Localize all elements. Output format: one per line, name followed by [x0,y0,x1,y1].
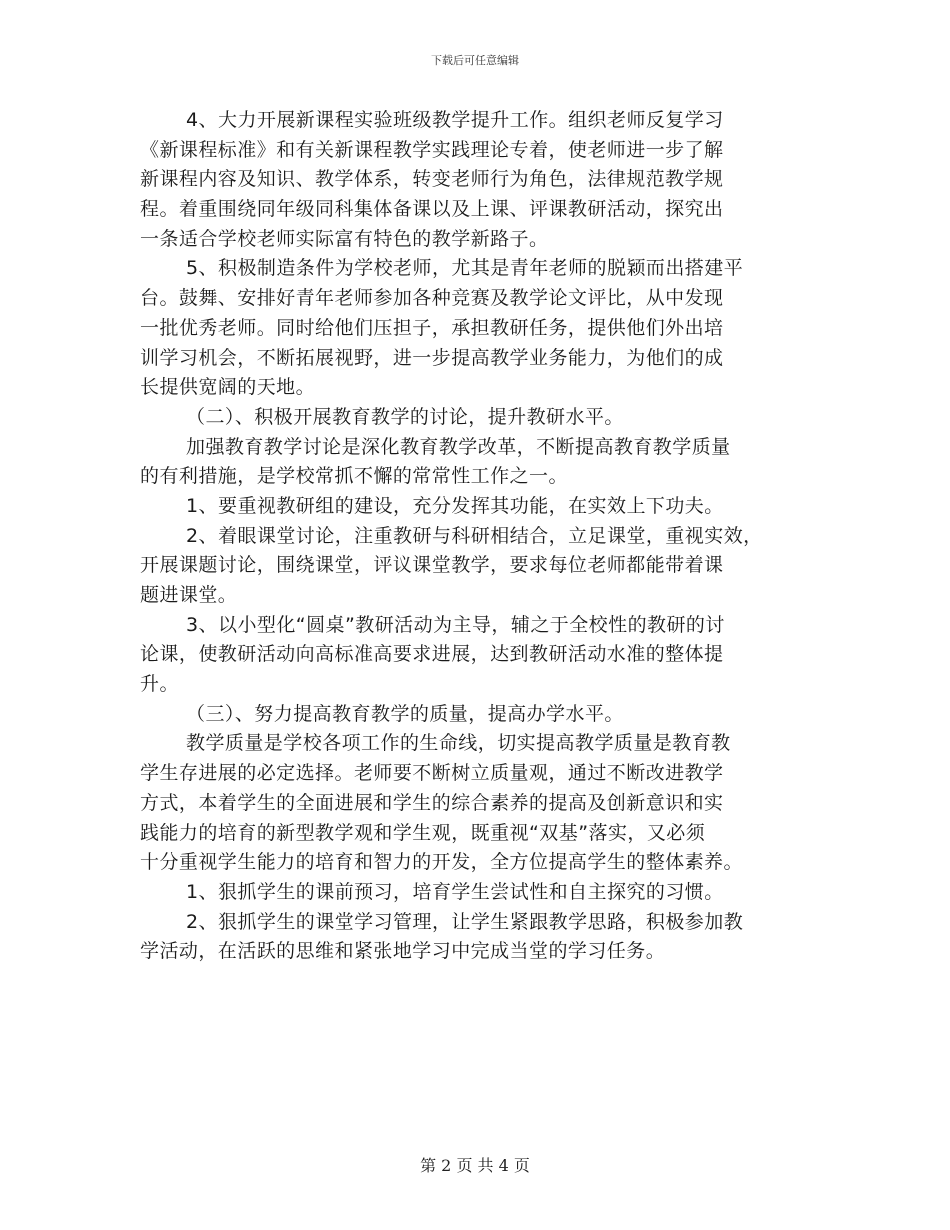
text-line: 训学习机会，不断拓展视野，进一步提高教学业务能力，为他们的成 [140,346,724,369]
text-line: 3、以小型化“圆桌”教研活动为主导，辅之于全校性的教研的讨 [186,613,725,636]
text-line: （三）、努力提高教育教学的质量，提高办学水平。 [186,702,624,725]
text-line: 4、大力开展新课程实验班级教学提升工作。组织老师反复学习 [186,109,724,131]
text-line: （二）、积极开展教育教学的讨论，提升教研水平。 [186,405,624,428]
text-line: 学生存进展的必定选择。老师要不断树立质量观，通过不断改进教学 [140,762,724,785]
text-line: 一批优秀老师。同时给他们压担子，承担教研任务，提供他们外出培 [140,316,724,339]
text-line: 5、积极制造条件为学校老师，尤其是青年老师的脱颖而出搭建平 [186,257,744,280]
text-line: 2、狠抓学生的课堂学习管理，让学生紧跟教学思路，积极参加教 [186,910,744,933]
text-line: 一条适合学校老师实际富有特色的教学新路子。 [140,227,549,250]
document-body [140,106,820,967]
text-line: 学活动，在活跃的思维和紧张地学习中完成当堂的学习任务。 [140,940,666,963]
text-line: 新课程内容及知识、教学体系，转变老师行为角色，法律规范教学规 [140,168,724,191]
text-line: 加强教育教学讨论是深化教育教学改革，不断提高教育教学质量 [186,435,731,458]
text-line: 1、要重视教研组的建设，充分发挥其功能，在实效上下功夫。 [186,494,724,517]
text-line: 题进课堂。 [140,584,238,606]
page-number: 第 2 页 共 4 页 [420,1156,530,1175]
text-line: 升。 [140,673,179,696]
text-line: 践能力的培育的新型教学观和学生观，既重视“双基”落实，又必须 [140,821,706,844]
page-header: 下载后可任意编辑 [431,54,519,67]
text-line: 十分重视学生能力的培育和智力的开发，全方位提高学生的整体素养。 [140,851,743,874]
text-line: 的有利措施，是学校常抓不懈的常常性工作之一。 [140,465,568,488]
text-line: 台。鼓舞、安排好青年老师参加各种竞赛及教学论文评比，从中发现 [140,287,724,310]
text-line: 开展课题讨论，围绕课堂，评议课堂教学，要求每位老师都能带着课 [140,554,724,577]
text-line: 方式，本着学生的全面进展和学生的综合素养的提高及创新意识和实 [140,791,724,814]
text-line: 2、着眼课堂讨论，注重教研与科研相结合，立足课堂，重视实效， [186,524,763,547]
text-line: 1、狠抓学生的课前预习，培育学生尝试性和自主探究的习惯。 [186,880,724,903]
text-line: 论课，使教研活动向高标准高要求进展，达到教研活动水准的整体提 [140,643,724,666]
text-line: 长提供宽阔的天地。 [140,376,316,399]
text-line: 《新课程标准》和有关新课程教学实践理论专着，使老师进一步了解 [140,138,724,161]
text-line: 教学质量是学校各项工作的生命线，切实提高教学质量是教育教 [186,732,731,755]
text-line: 程。着重围绕同年级同科集体备课以及上课、评课教研活动，探究出 [140,198,724,221]
